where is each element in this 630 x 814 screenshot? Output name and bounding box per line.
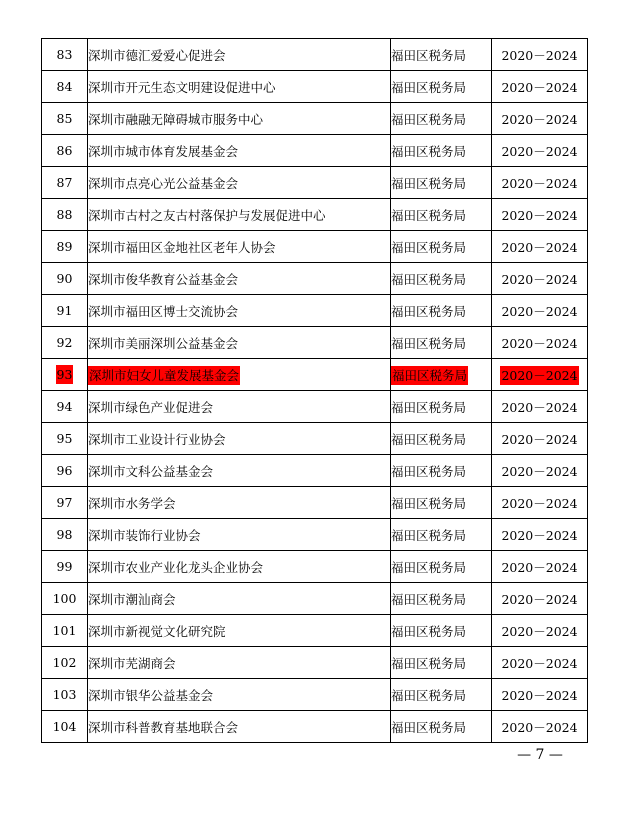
table-row xyxy=(42,615,588,647)
table-row xyxy=(42,519,588,551)
row-number: 85 xyxy=(56,111,73,126)
row-number-cell xyxy=(42,135,88,167)
tax-authority-cell xyxy=(391,391,492,423)
validity-period: 2020－2024 xyxy=(501,335,578,351)
tax-authority: 福田区税务局 xyxy=(391,399,467,415)
table-row xyxy=(42,583,588,615)
row-number-cell xyxy=(42,679,88,711)
validity-period: 2020－2024 xyxy=(501,719,578,735)
tax-authority: 福田区税务局 xyxy=(391,111,467,127)
validity-period-cell xyxy=(492,391,588,423)
tax-authority-cell xyxy=(391,295,492,327)
tax-authority-cell xyxy=(391,199,492,231)
table-row xyxy=(42,487,588,519)
table-row xyxy=(42,199,588,231)
row-number: 91 xyxy=(56,303,73,318)
tax-authority-cell xyxy=(391,327,492,359)
tax-authority: 福田区税务局 xyxy=(391,431,467,447)
row-number: 88 xyxy=(56,207,73,222)
table-row xyxy=(42,551,588,583)
validity-period-cell xyxy=(492,583,588,615)
row-number-cell xyxy=(42,39,88,71)
table-row xyxy=(42,295,588,327)
tax-authority-cell xyxy=(391,71,492,103)
row-number-cell xyxy=(42,71,88,103)
organization-name: 深圳市水务学会 xyxy=(88,495,176,511)
validity-period: 2020－2024 xyxy=(501,79,578,95)
validity-period: 2020－2024 xyxy=(501,303,578,319)
organization-name: 深圳市新视觉文化研究院 xyxy=(88,623,226,639)
row-number: 104 xyxy=(52,719,77,734)
validity-period: 2020－2024 xyxy=(501,143,578,159)
tax-authority-cell xyxy=(391,647,492,679)
row-number: 94 xyxy=(56,399,73,414)
table-row xyxy=(42,455,588,487)
validity-period-cell xyxy=(492,295,588,327)
validity-period-cell xyxy=(492,263,588,295)
row-number-cell xyxy=(42,327,88,359)
organization-name: 深圳市银华公益基金会 xyxy=(88,687,214,703)
organization-name-cell xyxy=(88,295,391,327)
validity-period-cell xyxy=(492,135,588,167)
validity-period-cell xyxy=(492,615,588,647)
organization-name-cell xyxy=(88,519,391,551)
validity-period-cell xyxy=(492,711,588,743)
organization-name-cell xyxy=(88,551,391,583)
tax-authority: 福田区税务局 xyxy=(391,719,467,735)
organization-name-cell xyxy=(88,199,391,231)
row-number: 83 xyxy=(56,47,73,62)
row-number: 97 xyxy=(56,495,73,510)
tax-authority-cell xyxy=(391,263,492,295)
row-number: 87 xyxy=(56,175,73,190)
organization-name-cell xyxy=(88,39,391,71)
validity-period-cell xyxy=(492,199,588,231)
validity-period-cell xyxy=(492,71,588,103)
page-number: — 7 — xyxy=(517,747,563,763)
tax-authority: 福田区税务局 xyxy=(391,655,467,671)
validity-period: 2020－2024 xyxy=(501,687,578,703)
table-row xyxy=(42,647,588,679)
row-number-cell xyxy=(42,103,88,135)
table-row xyxy=(42,423,588,455)
row-number: 93 xyxy=(56,367,73,382)
row-number: 98 xyxy=(56,527,73,542)
validity-period-cell xyxy=(492,679,588,711)
row-number: 103 xyxy=(52,687,77,702)
row-number-cell xyxy=(42,583,88,615)
tax-authority-cell xyxy=(391,519,492,551)
validity-period: 2020－2024 xyxy=(501,207,578,223)
tax-authority-cell xyxy=(391,135,492,167)
validity-period-cell xyxy=(492,487,588,519)
organization-name-cell xyxy=(88,423,391,455)
validity-period-cell xyxy=(492,103,588,135)
organization-name-cell xyxy=(88,167,391,199)
tax-authority: 福田区税务局 xyxy=(391,559,467,575)
organization-name: 深圳市农业产业化龙头企业协会 xyxy=(88,559,264,575)
tax-authority: 福田区税务局 xyxy=(391,495,467,511)
organization-name: 深圳市文科公益基金会 xyxy=(88,463,214,479)
organization-name-cell xyxy=(88,135,391,167)
row-number: 89 xyxy=(56,239,73,254)
tax-authority-cell xyxy=(391,487,492,519)
row-number-cell xyxy=(42,519,88,551)
table-body xyxy=(42,39,588,743)
validity-period-cell xyxy=(492,167,588,199)
organization-name-cell xyxy=(88,679,391,711)
row-number-cell xyxy=(42,647,88,679)
organization-name-cell xyxy=(88,455,391,487)
validity-period: 2020－2024 xyxy=(501,399,578,415)
table-row xyxy=(42,263,588,295)
validity-period: 2020－2024 xyxy=(501,463,578,479)
row-number-cell xyxy=(42,263,88,295)
organization-name-cell xyxy=(88,263,391,295)
validity-period-cell xyxy=(492,39,588,71)
organization-name-cell xyxy=(88,711,391,743)
validity-period: 2020－2024 xyxy=(501,527,578,543)
organization-name-cell xyxy=(88,359,391,391)
validity-period-cell xyxy=(492,359,588,391)
organization-name: 深圳市点亮心光公益基金会 xyxy=(88,175,239,191)
row-number-cell xyxy=(42,391,88,423)
validity-period: 2020－2024 xyxy=(501,623,578,639)
validity-period: 2020－2024 xyxy=(501,111,578,127)
row-number: 86 xyxy=(56,143,73,158)
organization-name-cell xyxy=(88,487,391,519)
validity-period-cell xyxy=(492,519,588,551)
tax-authority-cell xyxy=(391,583,492,615)
table-row xyxy=(42,39,588,71)
row-number-cell xyxy=(42,455,88,487)
organization-name-cell xyxy=(88,615,391,647)
table-row xyxy=(42,135,588,167)
row-number: 95 xyxy=(56,431,73,446)
row-number-cell xyxy=(42,167,88,199)
organization-name: 深圳市福田区博士交流协会 xyxy=(88,303,239,319)
organization-name-cell xyxy=(88,231,391,263)
tax-authority-cell xyxy=(391,359,492,391)
validity-period: 2020－2024 xyxy=(501,367,578,383)
row-number: 100 xyxy=(52,591,77,606)
tax-authority: 福田区税务局 xyxy=(391,271,467,287)
row-number-cell xyxy=(42,199,88,231)
organization-name: 深圳市开元生态文明建设促进中心 xyxy=(88,79,276,95)
table-row xyxy=(42,167,588,199)
organization-name: 深圳市芜湖商会 xyxy=(88,655,176,671)
row-number: 92 xyxy=(56,335,73,350)
validity-period: 2020－2024 xyxy=(501,47,578,63)
row-number-cell xyxy=(42,295,88,327)
tax-authority-cell xyxy=(391,231,492,263)
row-number: 102 xyxy=(52,655,77,670)
table-row xyxy=(42,679,588,711)
row-number: 90 xyxy=(56,271,73,286)
row-number-cell xyxy=(42,423,88,455)
table-row xyxy=(42,71,588,103)
tax-authority-cell xyxy=(391,711,492,743)
organization-name: 深圳市潮汕商会 xyxy=(88,591,176,607)
organization-name: 深圳市古村之友古村落保护与发展促进中心 xyxy=(88,207,326,223)
tax-authority: 福田区税务局 xyxy=(391,527,467,543)
tax-authority-cell xyxy=(391,423,492,455)
organization-name: 深圳市妇女儿童发展基金会 xyxy=(89,367,240,383)
table-row xyxy=(42,391,588,423)
validity-period-cell xyxy=(492,423,588,455)
tax-authority: 福田区税务局 xyxy=(391,335,467,351)
validity-period: 2020－2024 xyxy=(501,591,578,607)
organization-name: 深圳市德汇爱爱心促进会 xyxy=(88,47,226,63)
tax-authority: 福田区税务局 xyxy=(391,463,467,479)
row-number-cell xyxy=(42,711,88,743)
organization-table xyxy=(41,38,588,743)
tax-authority: 福田区税务局 xyxy=(391,591,467,607)
validity-period-cell xyxy=(492,327,588,359)
validity-period: 2020－2024 xyxy=(501,239,578,255)
organization-name-cell xyxy=(88,327,391,359)
table-row xyxy=(42,231,588,263)
tax-authority: 福田区税务局 xyxy=(391,207,467,223)
table-row xyxy=(42,711,588,743)
tax-authority: 福田区税务局 xyxy=(392,367,468,383)
validity-period-cell xyxy=(492,551,588,583)
organization-name-cell xyxy=(88,647,391,679)
tax-authority-cell xyxy=(391,679,492,711)
table-row xyxy=(42,327,588,359)
row-number: 96 xyxy=(56,463,73,478)
tax-authority: 福田区税务局 xyxy=(391,79,467,95)
validity-period-cell xyxy=(492,647,588,679)
row-number: 101 xyxy=(52,623,77,638)
organization-name: 深圳市工业设计行业协会 xyxy=(88,431,226,447)
tax-authority-cell xyxy=(391,103,492,135)
organization-name: 深圳市科普教育基地联合会 xyxy=(88,719,239,735)
row-number: 99 xyxy=(56,559,73,574)
row-number-cell xyxy=(42,487,88,519)
organization-name-cell xyxy=(88,71,391,103)
row-number-cell xyxy=(42,551,88,583)
validity-period: 2020－2024 xyxy=(501,175,578,191)
validity-period: 2020－2024 xyxy=(501,271,578,287)
row-number-cell xyxy=(42,615,88,647)
validity-period: 2020－2024 xyxy=(501,655,578,671)
table-row xyxy=(42,103,588,135)
validity-period-cell xyxy=(492,231,588,263)
row-number: 84 xyxy=(56,79,73,94)
organization-name: 深圳市融融无障碍城市服务中心 xyxy=(88,111,264,127)
tax-authority: 福田区税务局 xyxy=(391,687,467,703)
tax-authority: 福田区税务局 xyxy=(391,239,467,255)
validity-period-cell xyxy=(492,455,588,487)
row-number-cell xyxy=(42,359,88,391)
organization-name: 深圳市俊华教育公益基金会 xyxy=(88,271,239,287)
organization-name: 深圳市绿色产业促进会 xyxy=(88,399,214,415)
validity-period: 2020－2024 xyxy=(501,495,578,511)
tax-authority: 福田区税务局 xyxy=(391,143,467,159)
row-number-cell xyxy=(42,231,88,263)
tax-authority-cell xyxy=(391,615,492,647)
tax-authority-cell xyxy=(391,167,492,199)
tax-authority: 福田区税务局 xyxy=(391,623,467,639)
tax-authority: 福田区税务局 xyxy=(391,175,467,191)
organization-name-cell xyxy=(88,583,391,615)
organization-name: 深圳市福田区金地社区老年人协会 xyxy=(88,239,276,255)
organization-name: 深圳市城市体育发展基金会 xyxy=(88,143,239,159)
tax-authority-cell xyxy=(391,551,492,583)
tax-authority: 福田区税务局 xyxy=(391,47,467,63)
organization-name: 深圳市装饰行业协会 xyxy=(88,527,201,543)
tax-authority: 福田区税务局 xyxy=(391,303,467,319)
table-row-highlighted xyxy=(42,359,588,391)
organization-name: 深圳市美丽深圳公益基金会 xyxy=(88,335,239,351)
organization-name-cell xyxy=(88,103,391,135)
organization-name-cell xyxy=(88,391,391,423)
validity-period: 2020－2024 xyxy=(501,431,578,447)
tax-authority-cell xyxy=(391,39,492,71)
validity-period: 2020－2024 xyxy=(501,559,578,575)
tax-authority-cell xyxy=(391,455,492,487)
